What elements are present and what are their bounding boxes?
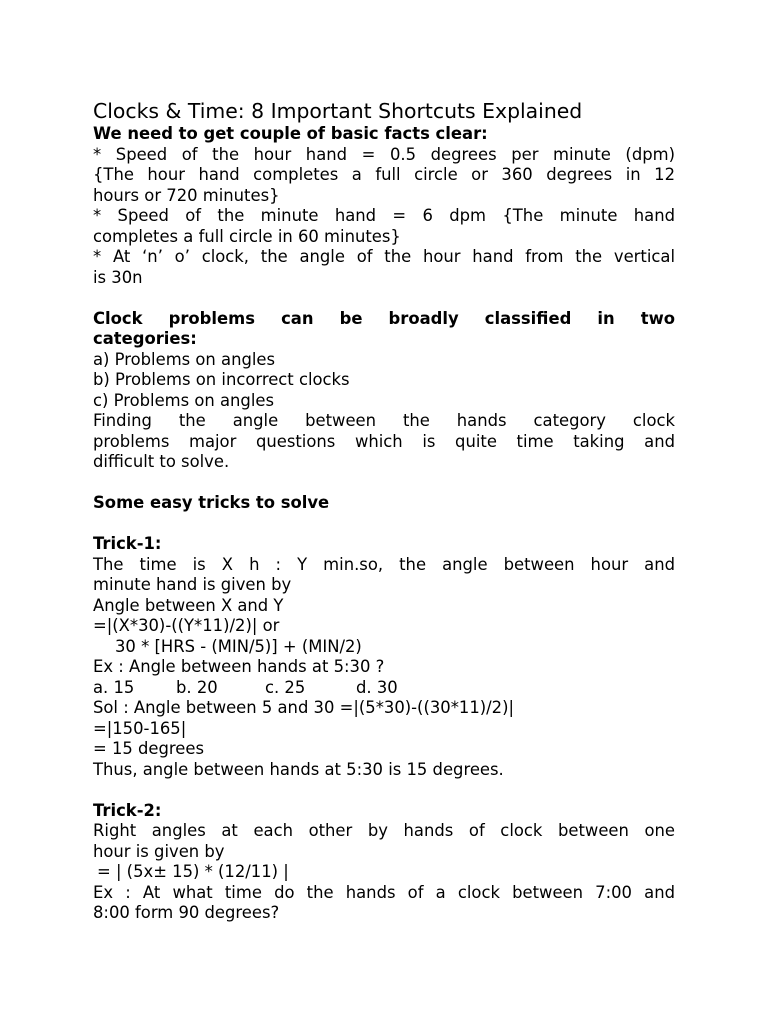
intro-heading: We need to get couple of basic facts clear: xyxy=(93,124,488,143)
intro-line: is 30n xyxy=(93,267,143,287)
option-d: d. 30 xyxy=(356,677,398,697)
trick2-example: Ex : At what time do the hands of a clock between 7:00 and xyxy=(93,882,675,902)
trick1-options xyxy=(93,678,675,699)
option-b: b. 20 xyxy=(176,677,218,697)
paragraph-line: Finding the angle between the hands category clock xyxy=(93,411,675,430)
intro-line: {The hour hand completes a full circle or 360 degrees in 12 xyxy=(93,165,675,184)
intro-line: * Speed of the hour hand = 0.5 degrees per minute (dpm) xyxy=(93,144,675,164)
paragraph-line: problems major questions which is quite time taking and xyxy=(93,431,675,451)
option-c: c. 25 xyxy=(265,677,306,697)
trick1-solution: = 15 degrees xyxy=(93,739,204,758)
spacer xyxy=(93,473,675,494)
paragraph-line: difficult to solve. xyxy=(93,452,230,471)
trick1-formula: 30 * [HRS - (MIN/5)] + (MIN/2) xyxy=(115,636,362,656)
document-title: Clocks & Time: 8 Important Shortcuts Explained xyxy=(93,99,583,123)
trick2-heading: Trick-2: xyxy=(93,800,162,820)
list-item: c) Problems on angles xyxy=(93,390,275,410)
trick1-solution: =|150-165| xyxy=(93,718,187,738)
spacer xyxy=(93,780,675,801)
list-item: a) Problems on angles xyxy=(93,349,276,369)
document-page xyxy=(93,98,675,924)
trick2-line: Right angles at each other by hands of clock between one xyxy=(93,821,675,840)
trick1-formula: =|(X*30)-((Y*11)/2)| or xyxy=(93,616,280,635)
spacer xyxy=(93,514,675,535)
trick2-example: 8:00 form 90 degrees? xyxy=(93,903,280,922)
classification-heading: Clock problems can be broadly classified in two xyxy=(93,308,675,328)
trick1-example: Ex : Angle between hands at 5:30 ? xyxy=(93,657,385,676)
trick1-line: minute hand is given by xyxy=(93,575,292,594)
spacer xyxy=(93,288,675,309)
list-item: b) Problems on incorrect clocks xyxy=(93,370,350,389)
intro-line: * Speed of the minute hand = 6 dpm {The minute hand xyxy=(93,206,675,225)
trick1-heading: Trick-1: xyxy=(93,534,162,553)
trick1-line: The time is X h : Y min.so, the angle between hour and xyxy=(93,554,675,574)
intro-line: completes a full circle in 60 minutes} xyxy=(93,226,401,246)
section-heading: Some easy tricks to solve xyxy=(93,493,330,512)
trick1-solution: Thus, angle between hands at 5:30 is 15 degrees. xyxy=(93,759,504,779)
classification-heading: categories: xyxy=(93,329,197,348)
intro-line: * At ‘n’ o’ clock, the angle of the hour hand from the vertical xyxy=(93,247,675,266)
trick1-line: Angle between X and Y xyxy=(93,595,284,615)
option-a: a. 15 xyxy=(93,677,135,697)
trick2-formula: = | (5x± 15) * (12/11) | xyxy=(97,862,289,881)
trick1-solution: Sol : Angle between 5 and 30 =|(5*30)-((30*11)/2)| xyxy=(93,698,515,717)
trick2-line: hour is given by xyxy=(93,841,225,861)
intro-line: hours or 720 minutes} xyxy=(93,185,280,205)
